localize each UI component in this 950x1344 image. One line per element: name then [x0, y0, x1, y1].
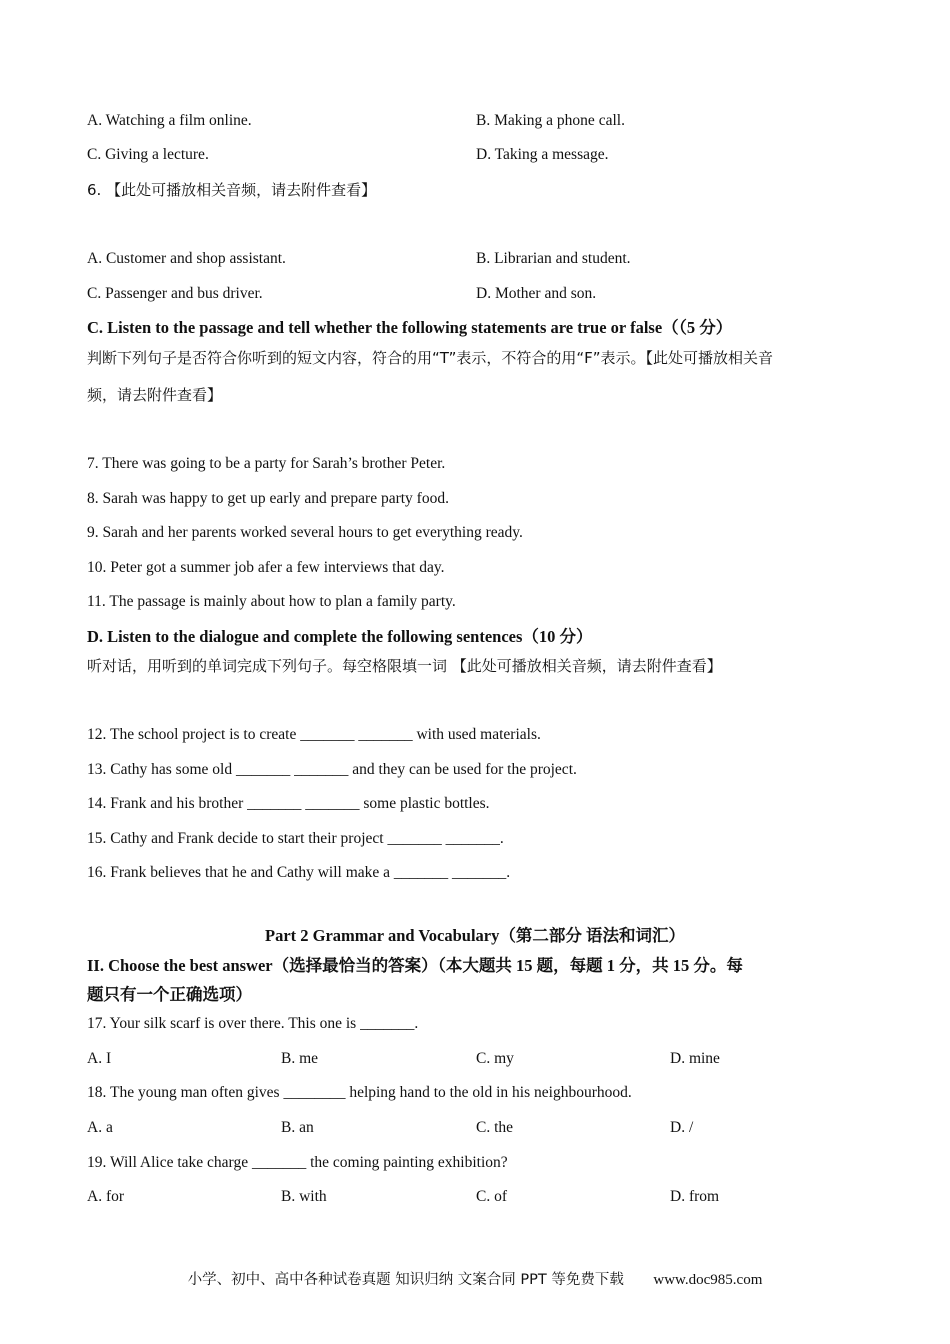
q18-stem: 18. The young man often gives ________ helping hand to the old in his neighbourhood.: [87, 1084, 632, 1101]
q17-option-b: B. me: [281, 1050, 319, 1067]
q17-option-a: A. I: [87, 1050, 112, 1067]
fill-blank-item: 15. Cathy and Frank decide to start their project _______ _______.: [87, 830, 504, 847]
section-d-title: D. Listen to the dialogue and complete the following sentences（10 分）: [87, 627, 593, 646]
q18-option-b: B. an: [281, 1119, 314, 1136]
q19-stem: 19. Will Alice take charge _______ the coming painting exhibition?: [87, 1154, 508, 1171]
fill-blank-item: 13. Cathy has some old _______ _______ and they can be used for the project.: [87, 761, 577, 778]
q5-option-b: B. Making a phone call.: [476, 112, 625, 129]
q17-stem: 17. Your silk scarf is over there. This one is _______.: [87, 1015, 419, 1032]
statement-item: 9. Sarah and her parents worked several hours to get everything ready.: [87, 524, 523, 541]
q18-option-c: C. the: [476, 1119, 514, 1136]
section-ii-title: II. Choose the best answer（选择最恰当的答案）（本大题共 15 题，每题 1 分，共 15 分。每: [87, 956, 743, 975]
q5-option-a: A. Watching a film online.: [87, 112, 252, 129]
q18-option-a: A. a: [87, 1119, 113, 1136]
page-footer: [0, 1270, 950, 1290]
q18-option-d: D. /: [670, 1119, 694, 1136]
statement-item: 10. Peter got a summer job afer a few interviews that day.: [87, 559, 445, 576]
q19-option-c: C. of: [476, 1188, 507, 1205]
statement-item: 7. There was going to be a party for Sarah’s brother Peter.: [87, 455, 446, 472]
q5-option-c: C. Giving a lecture.: [87, 146, 209, 163]
section-c-instruction-cont: 频，请去附件查看】: [87, 386, 223, 404]
part2-title: Part 2 Grammar and Vocabulary（第二部分 语法和词汇）: [265, 926, 685, 945]
q5-option-d: D. Taking a message.: [476, 146, 609, 163]
section-d-instruction: 听对话，用听到的单词完成下列句子。每空格限填一词 【此处可播放相关音频，请去附件查看】: [87, 657, 722, 675]
q6-option-d: D. Mother and son.: [476, 285, 597, 302]
q6-stem: 6. 【此处可播放相关音频，请去附件查看】: [87, 181, 377, 199]
q19-option-d: D. from: [670, 1188, 720, 1205]
q19-option-b: B. with: [281, 1188, 327, 1205]
fill-blank-item: 16. Frank believes that he and Cathy will make a _______ _______.: [87, 864, 511, 881]
q19-option-a: A. for: [87, 1188, 125, 1205]
statement-item: 11. The passage is mainly about how to plan a family party.: [87, 593, 456, 610]
fill-blank-item: 14. Frank and his brother _______ _______ some plastic bottles.: [87, 795, 490, 812]
section-c-instruction: 判断下列句子是否符合你听到的短文内容，符合的用“T”表示，不符合的用“F”表示。【此处可播放相关音: [87, 349, 774, 367]
statement-item: 8. Sarah was happy to get up early and prepare party food.: [87, 490, 449, 507]
section-ii-title-cont: 题只有一个正确选项）: [87, 985, 252, 1004]
q6-option-c: C. Passenger and bus driver.: [87, 285, 263, 302]
q6-option-b: B. Librarian and student.: [476, 250, 631, 267]
q17-option-c: C. my: [476, 1050, 514, 1067]
q6-option-a: A. Customer and shop assistant.: [87, 250, 286, 267]
q17-option-d: D. mine: [670, 1050, 720, 1067]
section-c-title: C. Listen to the passage and tell whether the following statements are true or false（（5 分）: [87, 318, 733, 337]
footer-url[interactable]: www.doc985.com: [653, 1272, 763, 1288]
footer-text: 小学、初中、高中各种试卷真题 知识归纳 文案合同 PPT 等免费下载: [187, 1272, 624, 1288]
fill-blank-item: 12. The school project is to create _______ _______ with used materials.: [87, 726, 541, 743]
